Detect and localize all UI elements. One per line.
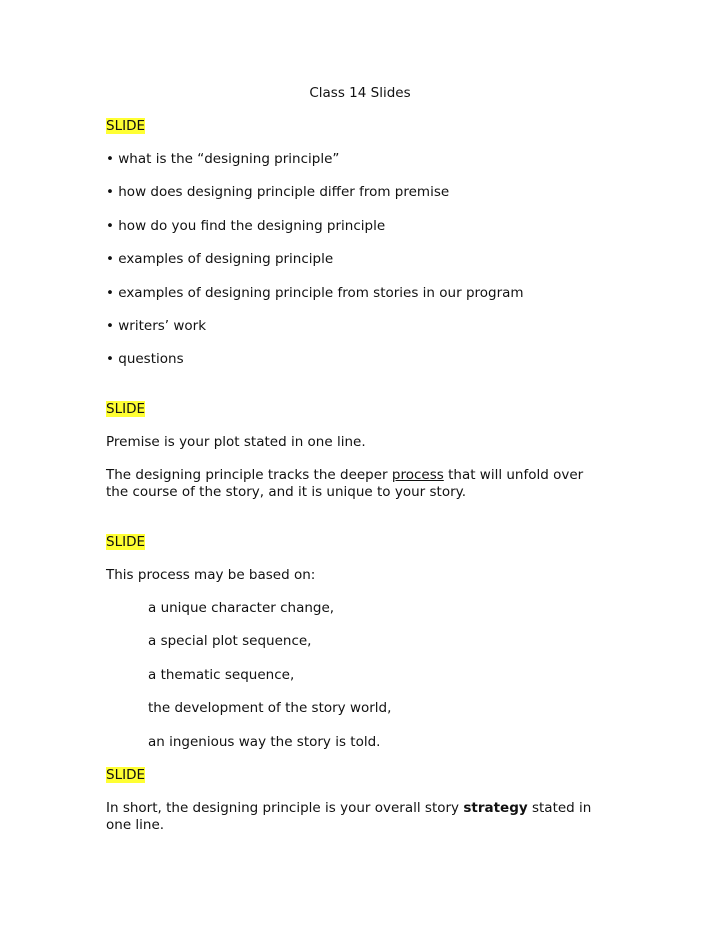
bullet-item: • questions xyxy=(106,351,184,367)
bold-word: strategy xyxy=(463,800,528,816)
bullet-item: • examples of designing principle from stories in our program xyxy=(106,285,524,301)
indented-item: a thematic sequence, xyxy=(148,667,295,683)
slide-label: SLIDE xyxy=(106,534,145,550)
indented-item: a unique character change, xyxy=(148,600,335,616)
indented-item: an ingenious way the story is told. xyxy=(148,734,381,750)
slide-label: SLIDE xyxy=(106,401,145,417)
bullet-item: • how does designing principle differ from premise xyxy=(106,184,450,200)
slide-marker-4 xyxy=(106,767,145,784)
process-intro: This process may be based on: xyxy=(106,567,316,583)
indented-item: a special plot sequence, xyxy=(148,633,312,649)
text-run: The designing principle tracks the deeper xyxy=(106,467,392,483)
text-run: stated in xyxy=(527,800,592,816)
bullet-item: • what is the “designing principle” xyxy=(106,151,340,167)
text-run: that will unfold over xyxy=(443,467,584,483)
slide-marker-3 xyxy=(106,534,145,551)
slide-label: SLIDE xyxy=(106,767,145,783)
slide-marker-2 xyxy=(106,401,145,418)
paragraph-premise: Premise is your plot stated in one line. xyxy=(106,434,366,450)
bullet-item: • writers’ work xyxy=(106,318,207,334)
indented-item: the development of the story world, xyxy=(148,700,392,716)
slide-label: SLIDE xyxy=(106,118,145,134)
page-title: Class 14 Slides xyxy=(309,85,411,101)
bullet-item: • how do you find the designing principle xyxy=(106,218,386,234)
text-run: In short, the designing principle is your overall story xyxy=(106,800,464,816)
underlined-word: process xyxy=(391,467,444,483)
summary-continuation: one line. xyxy=(106,817,165,833)
summary-paragraph xyxy=(106,800,591,817)
paragraph-designing-principle xyxy=(106,467,583,484)
paragraph-continuation: the course of the story, and it is unique to your story. xyxy=(106,484,466,500)
bullet-item: • examples of designing principle xyxy=(106,251,334,267)
slide-marker-1 xyxy=(106,118,145,135)
